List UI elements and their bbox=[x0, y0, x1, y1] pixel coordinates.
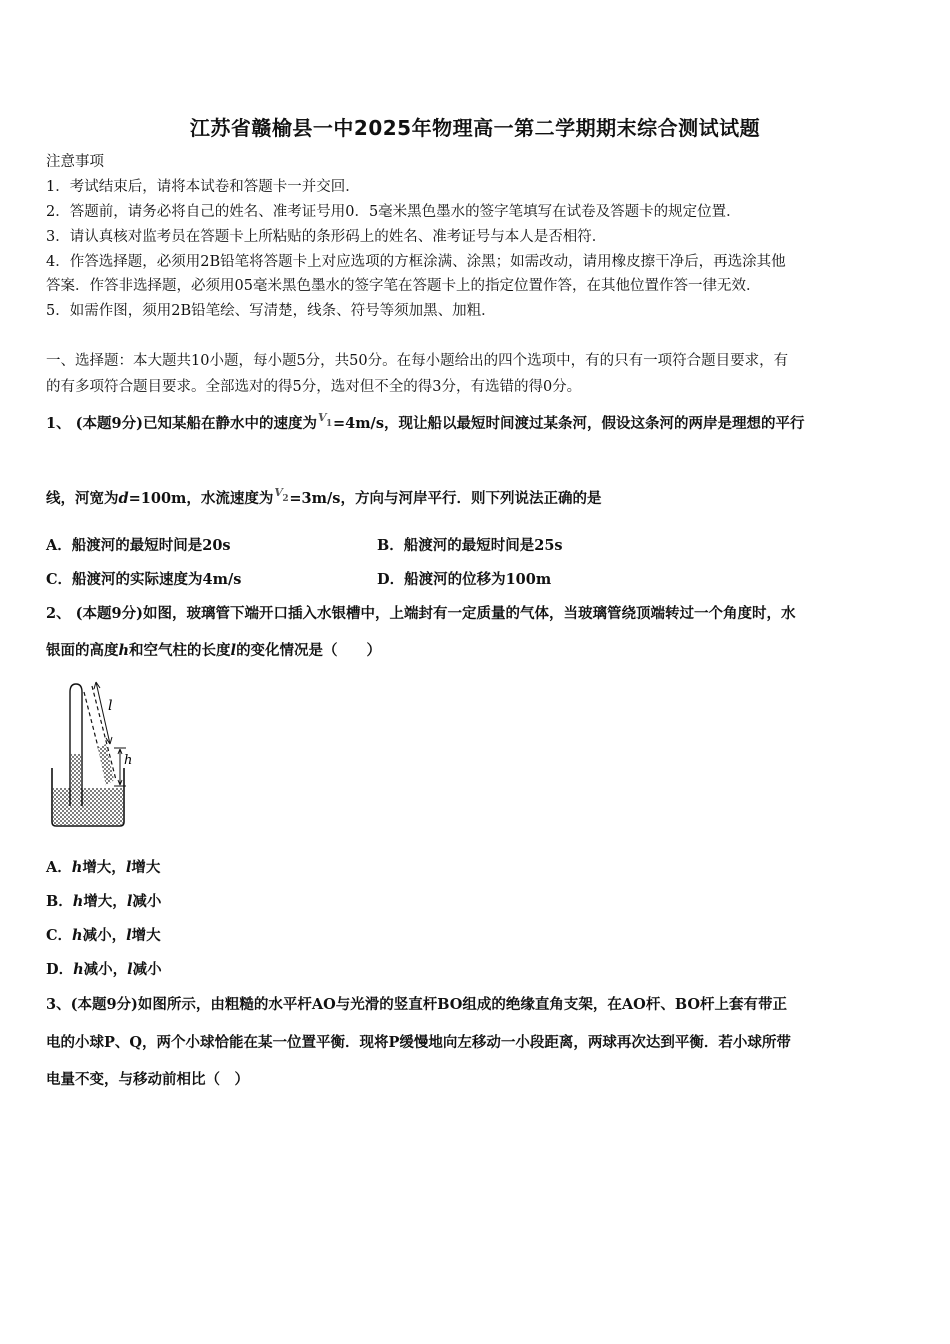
q2-line2-a: 银面的高度 bbox=[46, 642, 119, 659]
option-prefix: A． bbox=[46, 859, 72, 876]
question-2-text: 2、 (本题9分)如图，玻璃管下端开口插入水银槽中，上端封有一定质量的气体，当玻璃管绕顶端转过一个角度时，水 bbox=[46, 605, 796, 622]
page-title: 江苏省赣榆县一中2025年物理高一第二学期期末综合测试试题 bbox=[189, 116, 761, 140]
mercury-fill bbox=[53, 788, 123, 825]
option-l: l bbox=[126, 927, 132, 944]
notice-item: 2．答题前，请务必将自己的姓名、准考证号用0．5毫米黑色墨水的签字笔填写在试卷及答题卡的规定位置． bbox=[46, 204, 741, 220]
notice-item: 3．请认真核对监考员在答题卡上所粘贴的条形码上的姓名、准考证号与本人是否相符． bbox=[46, 229, 607, 245]
option-prefix: C． bbox=[46, 927, 73, 944]
question-1-text-cont bbox=[46, 486, 602, 509]
question-3-text: 3、(本题9分)如图所示，由粗糙的水平杆AO与光滑的竖直杆BO组成的绝缘直角支架，在AO杆、BO杆上套有带正 bbox=[46, 996, 787, 1013]
question-3-text-cont: 电的小球P、Q，两个小球恰能在某一位置平衡．现将P缓慢地向左移动一小段距离，两球再次达到平衡．若小球所带 bbox=[46, 1034, 791, 1051]
question-3-text-cont2: 电量不变，与移动前相比（ ） bbox=[46, 1071, 249, 1088]
q2-h-symbol: h bbox=[118, 642, 130, 659]
q1-part4: =100m，水流速度为 bbox=[128, 490, 274, 507]
q2-option-a[interactable] bbox=[46, 858, 160, 878]
q1-part1: 1、 (本题9分)已知某船在静水中的速度为 bbox=[46, 415, 317, 432]
q2-option-d[interactable] bbox=[46, 960, 162, 980]
option-mid: 减小， bbox=[83, 961, 128, 978]
q1-option-b[interactable]: B．船渡河的最短时间是25s bbox=[377, 537, 563, 554]
q2-line2-b: 和空气柱的长度 bbox=[129, 642, 231, 659]
option-mid: 减小， bbox=[82, 927, 127, 944]
option-suffix: 减小 bbox=[132, 961, 162, 978]
q1-option-d[interactable]: D．船渡河的位移为100m bbox=[377, 571, 552, 588]
label-l: l bbox=[108, 698, 113, 714]
notice-heading: 注意事项 bbox=[46, 154, 104, 170]
option-h: h bbox=[72, 927, 83, 944]
option-suffix: 增大 bbox=[131, 859, 161, 876]
notice-item: 4．作答选择题，必须用2B铅笔将答题卡上对应选项的方框涂满、涂黑；如需改动，请用橡皮擦干净后，再选涂其他 bbox=[46, 254, 786, 270]
option-h: h bbox=[72, 893, 84, 910]
option-prefix: B． bbox=[46, 893, 73, 910]
tilted-tube-mercury bbox=[98, 744, 114, 786]
question-1-text bbox=[46, 411, 805, 434]
v2-symbol bbox=[273, 486, 289, 509]
label-h: h bbox=[124, 753, 133, 768]
section-instructions-cont: 的有多项符合题目要求。全部选对的得5分，选对但不全的得3分，有选错的得0分。 bbox=[46, 379, 582, 395]
option-h: h bbox=[71, 859, 83, 876]
q1-option-c[interactable]: C．船渡河的实际速度为4m/s bbox=[46, 571, 242, 588]
option-l: l bbox=[126, 893, 133, 910]
q1-d-symbol: d bbox=[118, 490, 129, 507]
v1-symbol bbox=[317, 411, 333, 434]
q2-option-c[interactable] bbox=[46, 926, 161, 946]
q2-line2-c: 的变化情况是（ ） bbox=[236, 642, 382, 659]
option-h: h bbox=[73, 961, 84, 978]
notice-item: 答案．作答非选择题，必须用05毫米黑色墨水的签字笔在答题卡上的指定位置作答，在其他位置作答一律无效． bbox=[46, 278, 761, 294]
section-instructions: 一、选择题：本大题共10小题，每小题5分，共50分。在每小题给出的四个选项中，有的只有一项符合题目要求，有 bbox=[46, 353, 789, 369]
mercury-tube-figure bbox=[48, 676, 148, 828]
notice-item: 1．考试结束后，请将本试卷和答题卡一并交回． bbox=[46, 179, 360, 195]
v1-subscript: 1 bbox=[325, 419, 333, 429]
tube-mercury-column bbox=[71, 754, 81, 806]
v1-letter: V bbox=[317, 411, 327, 424]
v2-subscript: 2 bbox=[282, 494, 289, 504]
q2-l-symbol: l bbox=[230, 642, 237, 659]
option-l: l bbox=[127, 961, 133, 978]
option-suffix: 减小 bbox=[132, 893, 162, 910]
option-l: l bbox=[125, 859, 132, 876]
option-suffix: 增大 bbox=[131, 927, 161, 944]
v2-letter: V bbox=[274, 486, 283, 499]
option-mid: 增大， bbox=[82, 859, 126, 876]
notice-item: 5．如需作图，须用2B铅笔绘、写清楚，线条、符号等须加黑、加粗． bbox=[46, 303, 496, 319]
q1-part3: 线，河宽为 bbox=[46, 490, 119, 507]
q1-option-a[interactable]: A．船渡河的最短时间是20s bbox=[46, 537, 231, 554]
option-mid: 增大， bbox=[83, 893, 127, 910]
option-prefix: D． bbox=[46, 961, 74, 978]
q2-option-b[interactable] bbox=[46, 892, 161, 912]
q1-part2: =4m/s，现让船以最短时间渡过某条河，假设这条河的两岸是理想的平行 bbox=[332, 415, 805, 432]
q1-part5: =3m/s，方向与河岸平行．则下列说法正确的是 bbox=[289, 490, 602, 507]
question-2-text-cont bbox=[46, 641, 381, 661]
